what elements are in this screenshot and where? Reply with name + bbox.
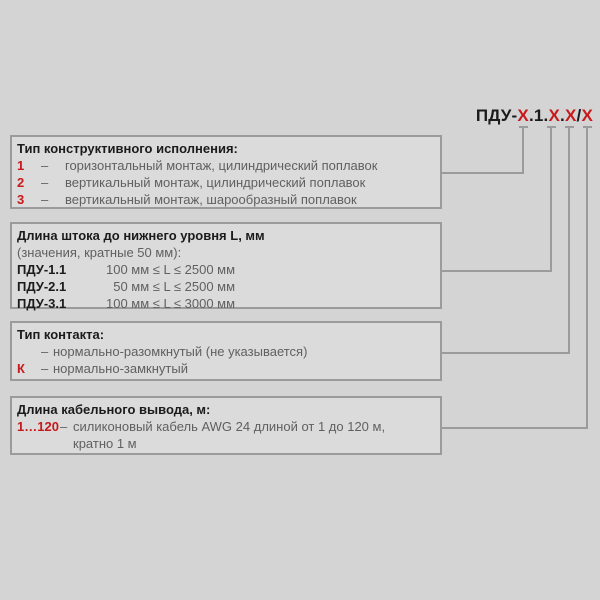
code-sep2: .: [560, 106, 565, 125]
dash: –: [41, 158, 49, 173]
connector-vline-rod-length: [550, 128, 552, 272]
dash: –: [41, 361, 49, 376]
cable-length-box: [10, 396, 442, 455]
cable-length-code: [17, 435, 60, 452]
length-range: 100 мм ≤ L ≤ 3000 мм: [106, 296, 236, 311]
rod-length-title: Длина штока до нижнего уровня L, мм: [17, 228, 265, 243]
dash: –: [60, 419, 68, 434]
code-x2: X: [548, 106, 561, 125]
contact-type-code: [17, 343, 41, 360]
design-type-row: [17, 191, 436, 208]
dash: [60, 435, 73, 452]
model-name: ПДУ-1.1: [17, 262, 67, 277]
rod-length-row: [17, 295, 436, 312]
design-type-code: 3: [17, 192, 25, 207]
rod-length-row: [17, 261, 436, 278]
connector-hline-contact-type: [442, 352, 570, 354]
code-sep3: /: [576, 106, 582, 125]
code-x1: X: [517, 106, 529, 125]
design-type-desc: горизонтальный монтаж, цилиндрический поплавок: [65, 158, 378, 173]
contact-type-code: К: [17, 361, 25, 376]
dash: –: [41, 344, 49, 359]
connector-vline-contact-type: [568, 128, 570, 354]
rod-length-row: [17, 278, 436, 295]
contact-type-title: Тип контакта:: [17, 327, 105, 342]
contact-type-desc: нормально-разомкнутый (не указывается): [53, 344, 308, 359]
dash: –: [41, 192, 49, 207]
cable-length-row: [17, 435, 436, 452]
code-prefix: ПДУ-: [475, 106, 518, 125]
contact-type-desc: нормально-замкнутый: [53, 361, 188, 376]
code-sep1: .1.: [528, 106, 549, 125]
cable-length-title: Длина кабельного вывода, м:: [17, 402, 211, 417]
design-type-code: 2: [17, 175, 25, 190]
product-code-heading: [476, 106, 593, 126]
length-range: 50 мм ≤ L ≤ 2500 мм: [106, 279, 236, 294]
model-name: ПДУ-3.1: [17, 296, 67, 311]
code-x4: X: [581, 106, 593, 125]
dash: –: [41, 175, 49, 190]
connector-hline-design-type: [442, 172, 524, 174]
rod-length-subtitle: (значения, кратные 50 мм):: [17, 245, 182, 260]
length-range: 100 мм ≤ L ≤ 2500 мм: [106, 262, 236, 277]
cable-length-code: 1…120: [17, 419, 59, 434]
rod-length-box: [10, 222, 442, 309]
model-name: ПДУ-2.1: [17, 279, 67, 294]
design-type-row: [17, 157, 436, 174]
connector-vline-cable-length: [586, 128, 588, 429]
connector-hline-cable-length: [442, 427, 588, 429]
cable-length-desc: кратно 1 м: [73, 436, 137, 451]
design-type-box: [10, 135, 442, 209]
contact-type-row: [17, 360, 436, 377]
design-type-row: [17, 174, 436, 191]
contact-type-row: [17, 343, 436, 360]
connector-hline-rod-length: [442, 270, 552, 272]
design-type-desc: вертикальный монтаж, цилиндрический поплавок: [65, 175, 366, 190]
design-type-title: Тип конструктивного исполнения:: [17, 141, 238, 156]
contact-type-box: [10, 321, 442, 381]
design-type-code: 1: [17, 158, 25, 173]
cable-length-desc: силиконовый кабель AWG 24 длиной от 1 до 120 м,: [73, 419, 386, 434]
design-type-desc: вертикальный монтаж, шарообразный поплавок: [65, 192, 357, 207]
cable-length-row: [17, 418, 436, 435]
code-x3: X: [564, 106, 577, 125]
connector-vline-design-type: [522, 128, 524, 174]
